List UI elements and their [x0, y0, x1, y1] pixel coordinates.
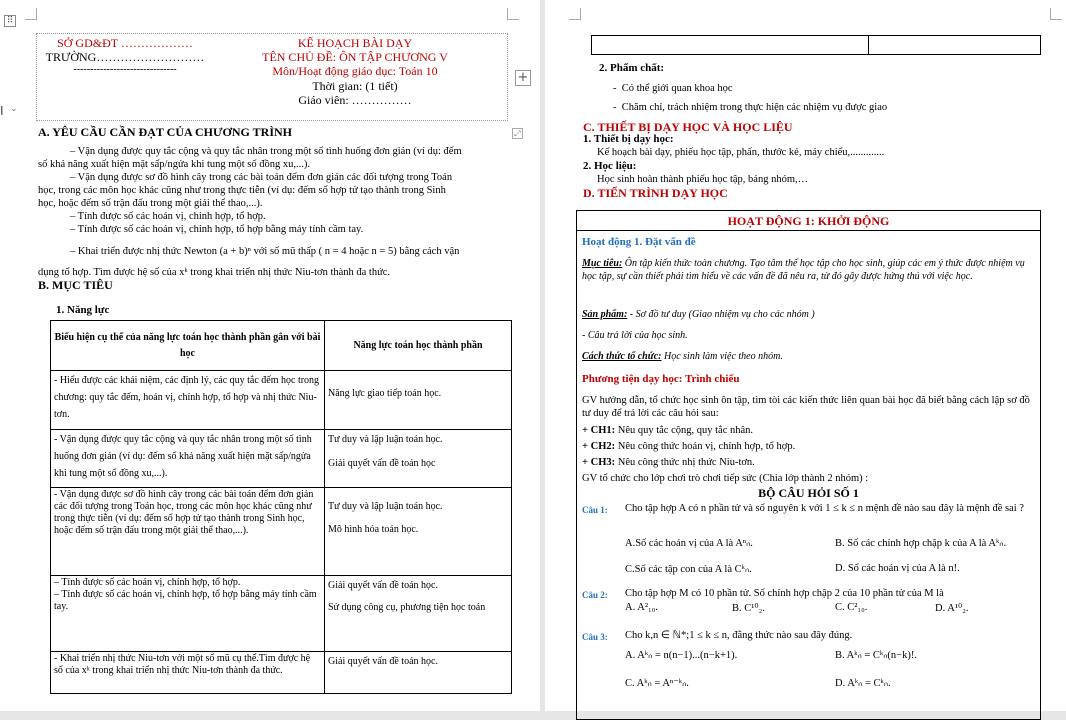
product-line-2: - Câu trả lời của học sinh.	[582, 330, 688, 341]
q2-option-b[interactable]: B. C¹⁰₂.	[732, 603, 765, 614]
equipment-heading: 1. Thiết bị dạy học:	[583, 133, 674, 145]
q1-option-c[interactable]: C.Số các tập con của A là Cᵏₙ.	[625, 564, 752, 575]
ch2-text: Nêu công thức hoán vị, chỉnh hợp, tổ hợp.	[615, 441, 796, 452]
row3-expression: - Vận dụng được sơ đồ hình cây trong các bài toán đếm đơn giản các đối tượng trong Toán học, trong các môn học khác cũng như trong thực tiễn (ví dụ: đếm số hợp tử tạo thành trong Sinh học, hoặc đếm số trận đấu trong một giải thể thao,...).	[51, 488, 325, 576]
question-set-title: BỘ CÂU HỎI SỐ 1	[758, 486, 859, 500]
topic-title: TÊN CHỦ ĐỀ: ÔN TẬP CHƯƠNG V	[262, 50, 448, 64]
quality-item-1: - Có thể giới quan khoa học	[613, 83, 733, 94]
q1-option-b[interactable]: B. Số các chỉnh hợp chập k của A là Aᵏₙ.	[835, 538, 1007, 549]
document-page-right	[517, 0, 1066, 711]
req-line-1: – Vận dụng được quy tắc cộng và quy tắc nhân trong một số tình huống đơn giản (ví dụ: đếm	[70, 146, 462, 157]
crop-mark-icon	[25, 8, 37, 20]
cursor-ibeam-icon: Ι	[0, 104, 4, 118]
activity-box	[576, 210, 1041, 720]
row5-competence: Giải quyết vấn đề toán học.	[325, 652, 512, 694]
time-line: Thời gian: (1 tiết)	[312, 79, 398, 93]
q3-option-c[interactable]: C. Aᵏₙ = Aⁿ⁻ᵏₙ.	[625, 678, 689, 689]
section-b-heading: B. MỤC TIÊU	[38, 278, 113, 292]
req-line-7: – Tính được số các hoán vị, chỉnh hợp, tổ hợp bằng máy tính cầm tay.	[70, 224, 364, 235]
add-row-icon[interactable]: +	[515, 70, 531, 86]
section-d-heading: D. TIẾN TRÌNH DẠY HỌC	[583, 186, 728, 200]
row4-competence-1: Giải quyết vấn đề toán học.	[328, 580, 438, 591]
row3-competence-1: Tư duy và lập luận toán học.	[328, 501, 443, 512]
row4-competence-2: Sử dụng công cụ, phương tiện học toán	[328, 602, 486, 613]
ch2-label: + CH2:	[582, 441, 616, 452]
q2-text: Cho tập hợp M có 10 phần tử. Số chỉnh hợp chập 2 của 10 phần tử của M là	[625, 588, 944, 599]
product-text: - Sơ đồ tư duy (Giao nhiệm vụ cho các nhóm )	[627, 309, 815, 320]
method-text: Học sinh làm việc theo nhóm.	[661, 351, 783, 362]
game-instruction: GV tổ chức cho lớp chơi trò chơi tiếp sức (Chia lớp thành 2 nhóm) :	[582, 473, 869, 484]
row5-expression: - Khai triển nhị thức Niu-tơn với một số mũ cụ thể.Tìm được hệ số của xᵏ trong khai triển nhị thức Niu-tơn thành đa thức.	[51, 652, 325, 694]
product-line	[582, 309, 815, 321]
req-line-2: số khả năng xuất hiện mặt sấp/ngửa khi tung một số đồng xu,...).	[38, 159, 310, 170]
divider	[577, 230, 1040, 231]
school-line: TRƯỜNG………………………	[45, 50, 205, 64]
teacher-line: Giáo viên: ……………	[298, 93, 412, 107]
gv-instruction: GV hướng dẫn, tổ chức học sinh ôn tập, tìm tòi các kiến thức liên quan bài học đã biết bằng cách lập sơ đồ tư duy để trả lời các câu hỏi sau:	[582, 395, 1030, 419]
row2-expression: - Vận dụng được quy tắc cộng và quy tắc nhân trong một số tình huống đơn giản (ví dụ: đếm số khả năng xuất hiện mặt sấp/ngửa khi tung một số đồng xu,...).	[51, 430, 325, 488]
layout-options-icon[interactable]: ⤢	[512, 128, 523, 139]
q1-label: Câu 1:	[582, 505, 608, 515]
ch3-label: + CH3:	[582, 457, 616, 468]
row1-competence: Năng lực giao tiếp toán học.	[325, 371, 512, 430]
row4-expression: – Tính được số các hoán vị, chỉnh hợp, tổ hợp. – Tính được số các hoán vị, chỉnh hợp, tổ hợp bằng máy tính cầm tay.	[51, 576, 325, 652]
req-line-3: – Vận dụng được sơ đồ hình cây trong các bài toán đếm đơn giản các đối tượng trong Toán	[70, 172, 453, 183]
table-row	[51, 652, 512, 694]
media-line: Phương tiện dạy học: Trình chiếu	[582, 373, 740, 385]
table-row	[51, 430, 512, 488]
q2-option-c[interactable]: C. C²₁₀.	[835, 602, 868, 613]
newton-line-2: dụng tổ hợp. Tìm được hệ số của xᵏ trong khai triển nhị thức Niu-tơn thành đa thức.	[38, 267, 391, 278]
q3-option-d[interactable]: D. Aᵏₙ = Cᵏₙ.	[835, 678, 891, 689]
product-label: Sản phẩm:	[582, 309, 628, 320]
table-row	[51, 371, 512, 430]
activity-1-heading: Hoạt động 1. Đặt vấn đề	[582, 236, 696, 248]
q3-option-a[interactable]: A. Aᵏₙ = n(n−1)...(n−k+1).	[625, 650, 738, 661]
q3-option-b[interactable]: B. Aᵏₙ = Cᵏₙ(n−k)!.	[835, 650, 917, 661]
quality-item-2-text: Chăm chỉ, trách nhiệm trong thực hiện các nhiệm vụ được giao	[621, 102, 888, 113]
equipment-text: Kế hoạch bài dạy, phiếu học tập, phấn, thước kẻ, máy chiếu,.............	[597, 147, 885, 158]
row1-expression: - Hiểu được các khái niệm, các định lý, các quy tắc đếm học trong chương: quy tắc đếm, hoán vị, chỉnh hợp, tổ hợp và nhị thức Niu-tơn.	[51, 371, 325, 430]
table-move-handle-icon[interactable]: ⠿	[4, 15, 16, 27]
question-ch1	[582, 424, 753, 437]
materials-text: Học sinh hoàn thành phiếu học tập, bảng nhóm,…	[597, 174, 809, 185]
quality-item-2: - Chăm chỉ, trách nhiệm trong thực hiện các nhiệm vụ được giao	[613, 102, 888, 113]
activity-title: HOẠT ĐỘNG 1: KHỞI ĐỘNG	[727, 214, 890, 228]
row2-competence-1: Tư duy và lập luận toán học.	[328, 434, 443, 445]
row2-competence-2: Giải quyết vấn đề toán học	[328, 458, 436, 469]
col-header-expression: Biểu hiện cụ thể của năng lực toán học thành phần gắn với bài học	[51, 321, 325, 371]
q2-label: Câu 2:	[582, 590, 608, 600]
crop-mark-icon	[1050, 8, 1062, 20]
q2-option-d[interactable]: D. A¹⁰₂.	[935, 603, 969, 614]
quality-heading: 2. Phẩm chất:	[599, 62, 665, 74]
empty-table	[591, 35, 1041, 55]
dash-line: -------------------------------	[73, 64, 177, 75]
method-line	[582, 351, 783, 363]
objective-label: Mục tiêu:	[582, 258, 623, 269]
method-label: Cách thức tổ chức:	[582, 351, 662, 362]
competence-table	[50, 320, 512, 694]
q3-label: Câu 3:	[582, 632, 608, 642]
quality-item-1-text: Có thể giới quan khoa học	[621, 83, 733, 94]
q2-option-a[interactable]: A. A²₁₀.	[625, 602, 658, 613]
newton-line-1: – Khai triển được nhị thức Newton (a + b)ⁿ với số mũ thấp ( n = 4 hoặc n = 5) bằng cách vận	[70, 246, 460, 257]
section-a-heading: A. YÊU CẦU CẦN ĐẠT CỦA CHƯƠNG TRÌNH	[38, 125, 293, 139]
question-ch2	[582, 440, 795, 453]
ch1-text: Nêu quy tắc cộng, quy tắc nhân.	[615, 425, 754, 436]
crop-mark-icon	[507, 8, 519, 20]
competence-heading: 1. Năng lực	[56, 304, 110, 316]
dept-line: SỞ GD&ĐT ………………	[57, 36, 193, 50]
section-c-heading: C. THIẾT BỊ DẠY HỌC VÀ HỌC LIỆU	[583, 120, 793, 134]
q1-option-d[interactable]: D. Số các hoán vị của A là n!.	[835, 563, 960, 574]
subject-line: Môn/Hoạt động giáo dục: Toán 10	[272, 64, 438, 78]
ch1-label: + CH1:	[582, 425, 616, 436]
objective-paragraph	[582, 257, 1034, 283]
materials-heading: 2. Học liệu:	[583, 160, 637, 172]
q3-text: Cho k,n ∈ ℕ*;1 ≤ k ≤ n, đẳng thức nào sau đây đúng.	[625, 630, 853, 641]
table-row	[51, 576, 512, 652]
crop-mark-icon	[569, 8, 581, 20]
chevron-down-icon[interactable]: ⌄	[10, 104, 18, 114]
q1-text: Cho tập hợp A có n phần tử và số nguyên k với 1 ≤ k ≤ n mệnh đề nào sau đây là mệnh đề sai ?	[625, 503, 1024, 514]
row3-competence-2: Mô hình hóa toán học.	[328, 524, 419, 535]
q1-option-a[interactable]: A.Số các hoán vị của A là Aⁿₙ.	[625, 538, 753, 549]
ch3-text: Nêu công thức nhị thức Niu-tơn.	[615, 457, 755, 468]
question-ch3	[582, 456, 755, 469]
table-row	[51, 488, 512, 576]
objective-text: Ôn tập kiến thức toàn chương. Tạo tâm thế học tập cho học sinh, giúp các em ý thức được nhiệm vụ học tập, sự cần thiết phải tìm hiểu về các vấn đề đã nêu ra, từ đó gây được hứng thú với việc học.	[582, 258, 1025, 282]
req-line-6: – Tính được số các hoán vị, chỉnh hợp, tổ hợp.	[70, 211, 266, 222]
plan-title: KẾ HOẠCH BÀI DẠY	[297, 36, 413, 50]
req-line-4: học, trong các môn học khác cũng như trong thực tiễn (ví dụ: đếm số hợp tử tạo thành trong Sinh	[38, 185, 446, 196]
col-header-competence: Năng lực toán học thành phần	[325, 321, 512, 371]
req-line-5: học, hoặc đếm số trận đấu trong một giải thể thao,...).	[38, 198, 263, 209]
